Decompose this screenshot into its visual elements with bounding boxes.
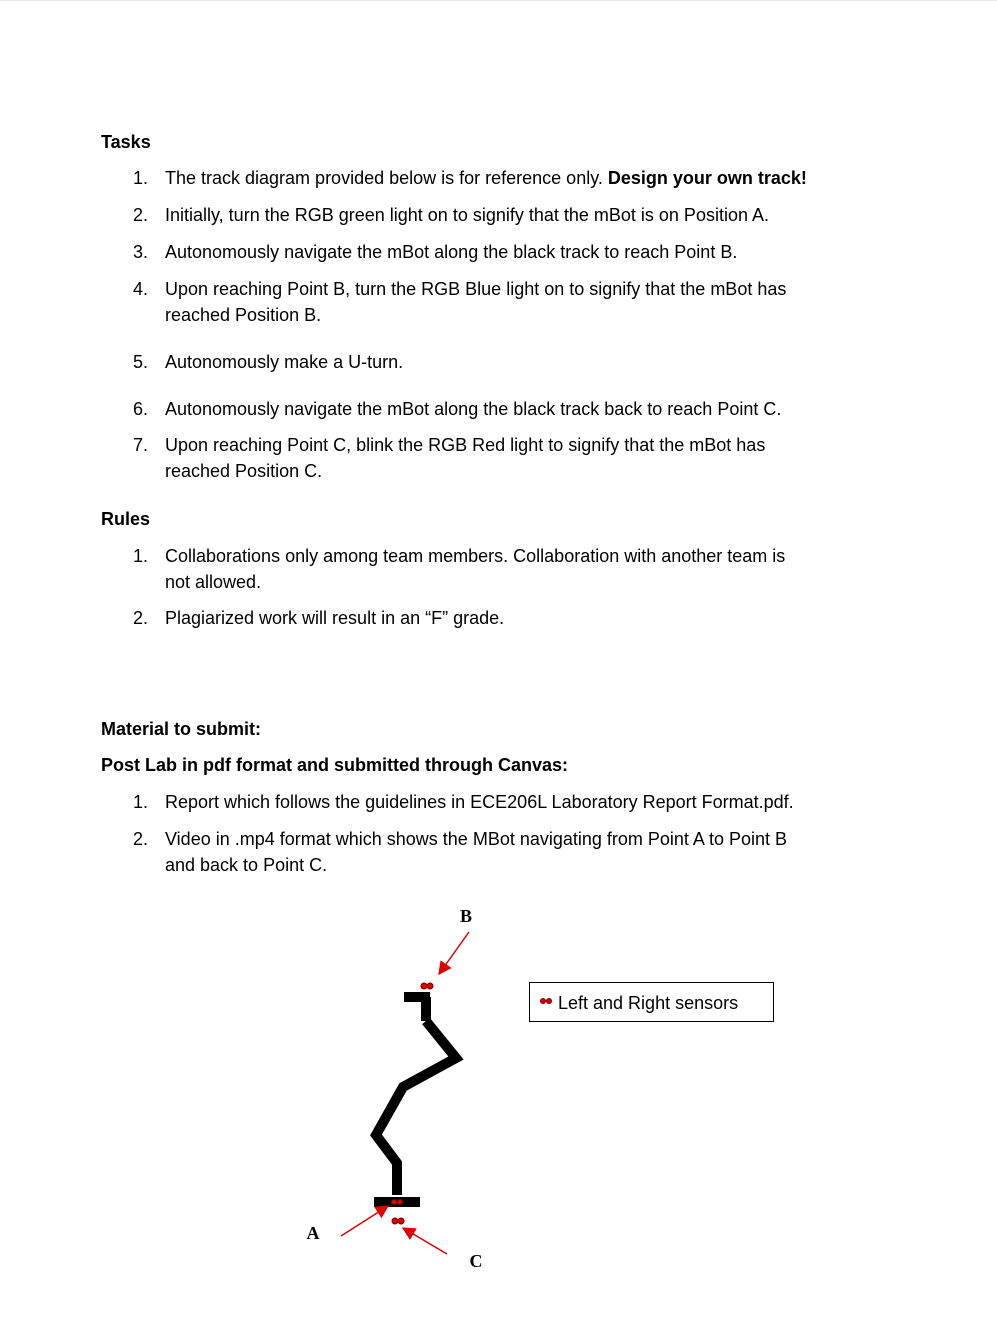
tasks-list <box>133 165 873 484</box>
rule-number: 1. <box>133 546 149 566</box>
sensor-right <box>427 983 433 989</box>
track-diagram <box>290 895 510 1275</box>
label-a: A <box>306 1223 320 1243</box>
submit-item-2 <box>133 826 873 878</box>
sensor-right <box>398 1218 404 1224</box>
black-track <box>374 997 456 1202</box>
submit-subheading: Post Lab in pdf format and submitted through Canvas: <box>101 755 569 775</box>
task-item-5 <box>133 349 873 375</box>
tasks-heading: Tasks <box>101 132 151 152</box>
rule-item-2 <box>133 605 873 631</box>
label-b: B <box>459 906 473 926</box>
submit-list <box>133 789 873 878</box>
task-text: Initially, turn the RGB green light on to signify that the mBot is on Position A. <box>165 205 769 225</box>
sensor-left <box>392 1218 398 1224</box>
submit-text: Report which follows the guidelines in ECE206L Laboratory Report Format.pdf. <box>165 792 794 812</box>
rule-number: 2. <box>133 608 149 628</box>
submit-text-line2: and back to Point C. <box>165 855 328 875</box>
sensor-legend-text: Left and Right sensors <box>558 993 739 1013</box>
task-number: 2. <box>133 205 149 225</box>
sensor-left <box>392 1200 397 1205</box>
rule-text-line1: Collaborations only among team members. Collaboration with another team is <box>165 546 786 566</box>
label-c: C <box>469 1251 483 1271</box>
task-number: 3. <box>133 242 149 262</box>
sensor-legend <box>529 982 774 1022</box>
submit-number: 1. <box>133 792 149 812</box>
task-item-4 <box>133 276 873 328</box>
task-number: 7. <box>133 435 149 455</box>
task-item-6 <box>133 396 873 422</box>
sensor-left <box>421 983 427 989</box>
task-number: 1. <box>133 168 149 188</box>
task-number: 4. <box>133 279 149 299</box>
sensor-b <box>421 983 433 989</box>
task-number: 6. <box>133 399 149 419</box>
sensor-c <box>392 1218 404 1224</box>
submit-number: 2. <box>133 829 149 849</box>
rule-text-line2: not allowed. <box>165 572 262 592</box>
task-text-line1: Upon reaching Point C, blink the RGB Red light to signify that the mBot has <box>165 435 766 455</box>
task-text-line2: reached Position B. <box>165 305 322 325</box>
task-item-3 <box>133 239 873 265</box>
sensor-legend-icon <box>540 998 554 1006</box>
arrow-a <box>341 1206 388 1236</box>
rule-item-1 <box>133 543 873 595</box>
task-text: Autonomously navigate the mBot along the black track back to reach Point C. <box>165 399 782 419</box>
arrow-b <box>439 932 469 974</box>
submit-text-line1: Video in .mp4 format which shows the MBot navigating from Point A to Point B <box>165 829 787 849</box>
task-item-7 <box>133 432 873 484</box>
task-text-line1: Upon reaching Point B, turn the RGB Blue light on to signify that the mBot has <box>165 279 787 299</box>
task-text: Autonomously navigate the mBot along the black track to reach Point B. <box>165 242 738 262</box>
track-zigzag <box>376 1021 456 1195</box>
rules-heading: Rules <box>101 509 151 529</box>
task-emphasis: Design your own track! <box>607 168 807 188</box>
submit-item-1 <box>133 789 873 815</box>
rules-list <box>133 543 873 631</box>
task-number: 5. <box>133 352 149 372</box>
arrow-c <box>403 1228 447 1254</box>
rule-text: Plagiarized work will result in an “F” grade. <box>165 608 505 628</box>
task-text: The track diagram provided below is for reference only. <box>165 168 608 188</box>
submit-heading: Material to submit: <box>101 719 262 739</box>
task-item-1 <box>133 165 873 191</box>
page-top-border <box>0 0 997 1</box>
task-item-2 <box>133 202 873 228</box>
task-text-line2: reached Position C. <box>165 461 323 481</box>
sensor-right <box>398 1200 403 1205</box>
task-text: Autonomously make a U-turn. <box>165 352 404 372</box>
